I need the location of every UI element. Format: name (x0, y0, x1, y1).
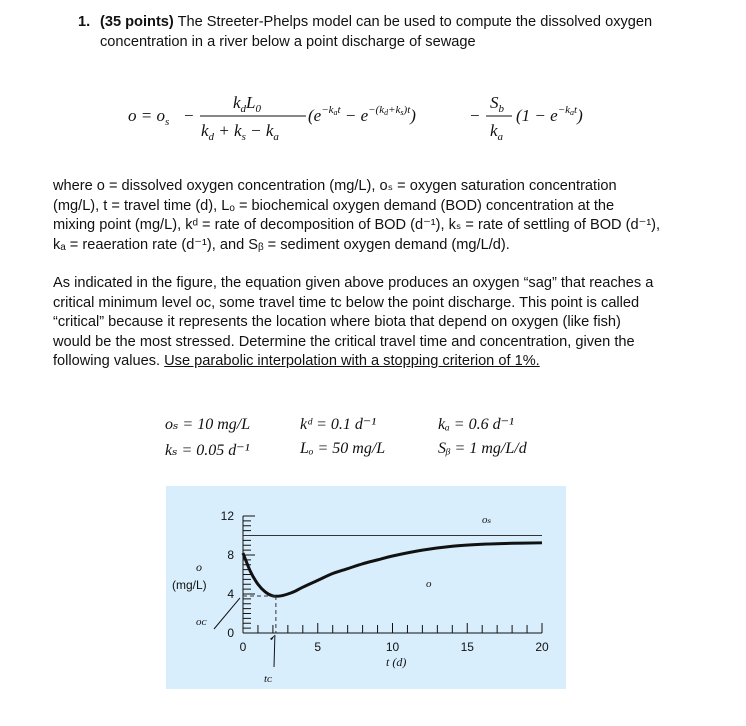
eq-frac1-num: $k_dL_0$ (233, 93, 262, 115)
eq-minus2: − (470, 106, 480, 125)
task-line: would be the most stressed. Determine the critical travel time and concentration, given the (53, 333, 635, 350)
y-label-units: (mg/L) (172, 578, 207, 592)
eq-frac2-num: $S_b$ (490, 93, 504, 115)
param-Sb: Sᵦ = 1 mg/L/d (438, 440, 527, 457)
y-tick-label: 12 (220, 509, 234, 523)
tc-arrowhead (270, 635, 275, 640)
y-label-symbol: o (196, 560, 202, 574)
eq-frac1-den: $k_d + k_s - k_a$ (201, 121, 279, 143)
task-line: “critical” because it represents the location where biota that depend on oxygen (like fish) (53, 314, 621, 330)
task-line: following values. Use parabolic interpolation with a stopping criterion of 1%. (53, 353, 540, 369)
oc-leader-line (214, 598, 240, 629)
param-col-3 (438, 414, 527, 458)
task-instruction-underlined: Use parabolic interpolation with a stopping criterion of 1%. (164, 353, 540, 369)
os-label: oₛ (482, 514, 492, 526)
x-axis-title: t (d) (386, 655, 407, 669)
param-col-1 (165, 414, 250, 460)
oxygen-sag-figure (166, 486, 566, 689)
streeter-phelps-equation (128, 86, 628, 146)
eq-exp-group: $(e^{-k}at - e^{-(k}d+ks)t$) (308, 104, 416, 125)
curve-label: o (426, 578, 432, 590)
param-ks: kₛ = 0.05 d⁻¹ (165, 442, 250, 459)
eq-frac2-den: $k_a$ (490, 121, 504, 143)
param-ka: kₐ = 0.6 d⁻¹ (438, 416, 514, 433)
definitions-line: (mg/L), t = travel time (d), Lₒ = biochemical oxygen demand (BOD) concentration at the (53, 197, 615, 214)
problem-intro-line2: concentration in a river below a point discharge of sewage (100, 34, 476, 50)
problem-points: (35 points) (100, 14, 174, 30)
eq-tail: $(1 - e^{-k}at)$ (516, 104, 583, 125)
eq-lhs: $o = o_s$ (128, 106, 170, 128)
problem-intro-line1: (35 points) The Streeter-Phelps model can be used to compute the dissolved oxygen (100, 14, 653, 30)
oc-label: oᴄ (196, 616, 207, 628)
y-tick-label: 8 (227, 548, 234, 562)
oxygen-sag-curve (243, 543, 542, 597)
tc-label: tᴄ (264, 673, 273, 685)
param-col-2 (300, 414, 385, 458)
param-os: oₛ = 10 mg/L (165, 416, 251, 433)
problem-number: 1. (78, 14, 91, 30)
param-kd: kᵈ = 0.1 d⁻¹ (300, 416, 377, 433)
task-paragraph (53, 274, 693, 372)
x-tick-label: 0 (239, 640, 247, 654)
definitions-paragraph (53, 177, 693, 255)
y-tick-label: 4 (227, 587, 234, 601)
x-tick-label: 5 (314, 640, 322, 654)
task-line: As indicated in the figure, the equation given above produces an oxygen “sag” that reaches a (53, 275, 654, 291)
param-L0: Lₒ = 50 mg/L (300, 440, 386, 457)
y-tick-label: 0 (227, 626, 234, 640)
definitions-line: where o = dissolved oxygen concentration (mg/L), oₛ = oxygen saturation concentration (53, 178, 617, 194)
x-tick-label: 15 (460, 640, 474, 654)
definitions-line: kₐ = reaeration rate (d⁻¹), and Sᵦ = sediment oxygen demand (mg/L/d). (53, 236, 510, 253)
tc-leader-line (274, 635, 275, 667)
eq-minus: − (184, 106, 194, 125)
definitions-line: mixing point (mg/L), kᵈ = rate of decomposition of BOD (d⁻¹), kₛ = rate of settling of BOD (d⁻¹), (53, 217, 661, 233)
x-tick-label: 10 (385, 640, 400, 654)
task-line: critical minimum level oᴄ, some travel time tᴄ below the point discharge. This point is called (53, 294, 640, 311)
x-tick-label: 20 (535, 640, 549, 654)
oxygen-sag-chart (166, 486, 566, 689)
